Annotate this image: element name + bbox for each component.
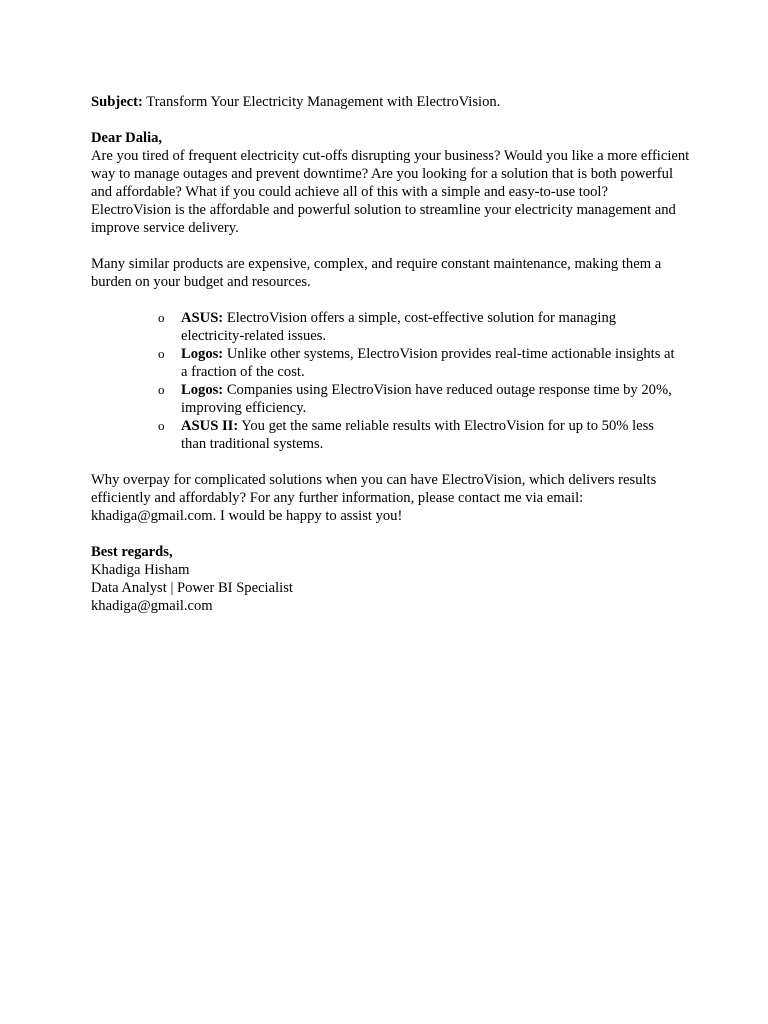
list-item [91, 309, 677, 345]
bullet-marker: o [158, 418, 165, 433]
signature-name: Khadiga Hisham [91, 562, 190, 578]
bullet-label: ASUS: [181, 310, 224, 326]
spacer [91, 453, 691, 471]
signature-email: khadiga@gmail.com [91, 598, 213, 614]
greeting-text: Dear Dalia, [91, 130, 163, 146]
list-item [91, 345, 677, 381]
signature-title: Data Analyst | Power BI Specialist [91, 580, 293, 596]
bullet-text: ElectroVision offers a simple, cost-effective solution for managing electricity-related issues. [181, 310, 617, 344]
bullet-label: Logos: [181, 382, 224, 398]
bullet-marker: o [158, 346, 165, 361]
benefits-list [91, 309, 691, 453]
spacer [91, 291, 691, 309]
bullet-label: ASUS II: [181, 418, 239, 434]
signoff-text: Best regards, [91, 544, 173, 560]
problem-paragraph: Many similar products are expensive, complex, and require constant maintenance, making them a burden on your budget and resources. [91, 256, 662, 290]
list-item [91, 381, 677, 417]
bullet-text: Companies using ElectroVision have reduced outage response time by 20%, improving efficiency. [181, 382, 672, 416]
bullet-marker: o [158, 382, 165, 397]
bullet-text: Unlike other systems, ElectroVision provides real-time actionable insights at a fraction of the cost. [181, 346, 675, 380]
bullet-text: You get the same reliable results with ElectroVision for up to 50% less than traditional systems. [181, 418, 654, 452]
subject-text: Transform Your Electricity Management with ElectroVision. [142, 94, 501, 110]
spacer [91, 237, 691, 255]
subject-line [91, 93, 691, 111]
closing-paragraph: Why overpay for complicated solutions when you can have ElectroVision, which delivers results efficiently and affordably? For any further information, please contact me via email: khadiga@gmail.com. I would be happy to assist you! [91, 472, 657, 524]
letter-body [91, 93, 691, 615]
bullet-marker: o [158, 310, 165, 325]
bullet-label: Logos: [181, 346, 224, 362]
intro-paragraph: Are you tired of frequent electricity cut-offs disrupting your business? Would you like a more efficient way to manage outages and prevent downtime? Are you looking for a solution that is both powerful and affordable? What if you could achieve all of this with a simple and easy-to-use tool? ElectroVision is the affordable and powerful solution to streamline your electricity management and improve service delivery. [91, 148, 690, 236]
greeting [91, 129, 691, 147]
list-item [91, 417, 677, 453]
signoff [91, 543, 691, 561]
subject-label: Subject: [91, 94, 143, 110]
spacer [91, 525, 691, 543]
spacer [91, 111, 691, 129]
